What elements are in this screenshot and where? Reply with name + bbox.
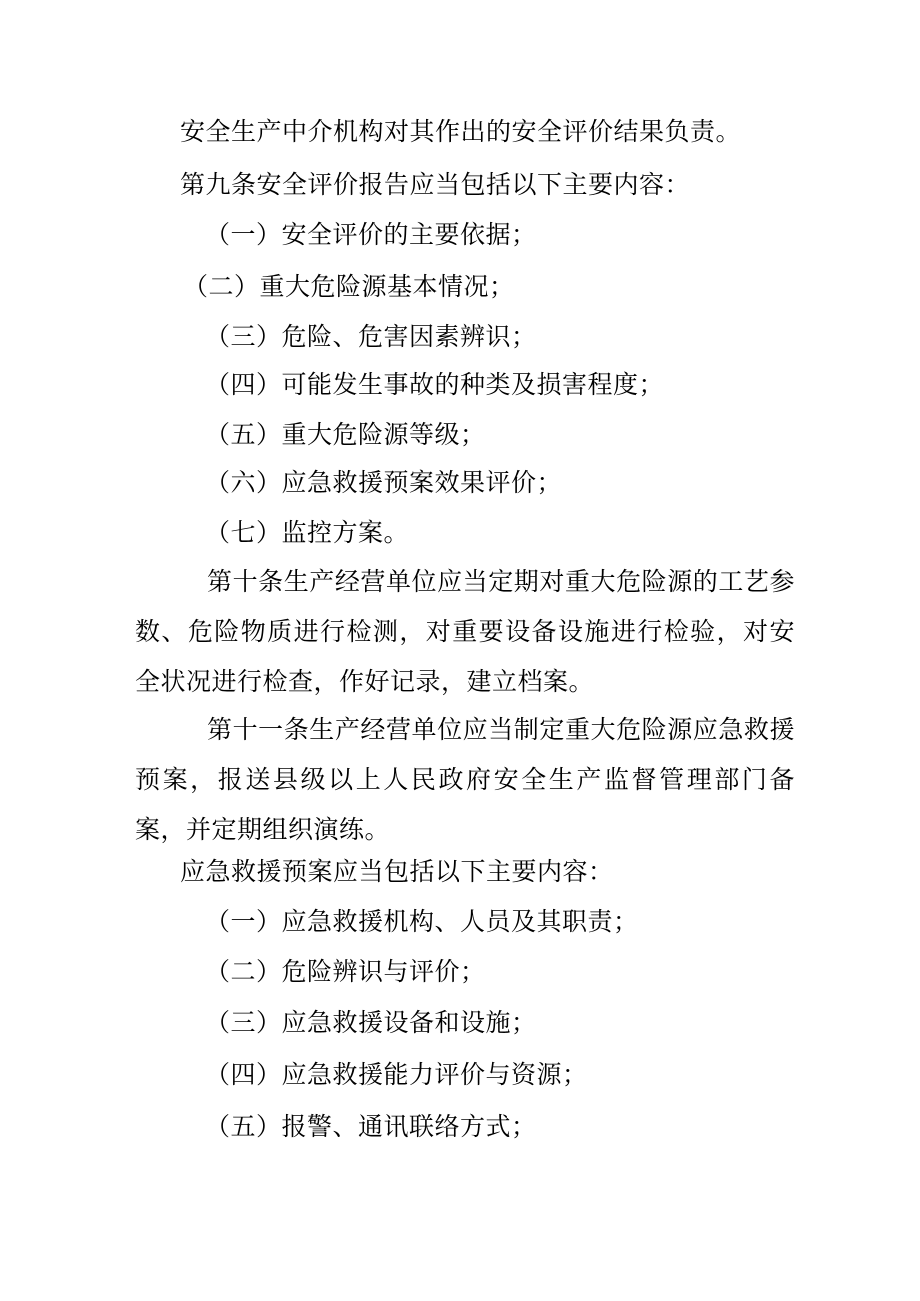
list-item: （一）安全评价的主要依据； (205, 220, 537, 249)
plan-list-item: （四）应急救援能力评价与资源； (205, 1060, 588, 1089)
list-item: （七）监控方案。 (205, 518, 410, 547)
plan-intro: 应急救援预案应当包括以下主要内容： (180, 857, 614, 886)
plan-list-item: （二）危险辨识与评价； (205, 957, 486, 986)
article-11-paragraph: 第十一条生产经营单位应当制定重大危险源应急救援预案，报送县级以上人民政府安全生产监督管理部门备案，并定期组织演练。 (135, 715, 795, 844)
list-item: （四）可能发生事故的种类及损害程度； (205, 370, 665, 399)
list-item: （五）重大危险源等级； (205, 420, 486, 449)
article-10-paragraph: 第十条生产经营单位应当定期对重大危险源的工艺参数、危险物质进行检测，对重要设备设施进行检验，对安全状况进行检查，作好记录，建立档案。 (135, 567, 795, 696)
article-9-heading: 第九条安全评价报告应当包括以下主要内容： (180, 170, 691, 199)
plan-list-item: （五）报警、通讯联络方式； (205, 1112, 537, 1141)
list-item: （二）重大危险源基本情况； (183, 272, 515, 301)
paragraph-liability: 安全生产中介机构对其作出的安全评价结果负责。 (180, 117, 742, 146)
list-item: （六）应急救援预案效果评价； (205, 468, 563, 497)
list-item: （三）危险、危害因素辨识； (205, 322, 537, 351)
plan-list-item: （一）应急救援机构、人员及其职责； (205, 907, 639, 936)
plan-list-item: （三）应急救援设备和设施； (205, 1008, 537, 1037)
